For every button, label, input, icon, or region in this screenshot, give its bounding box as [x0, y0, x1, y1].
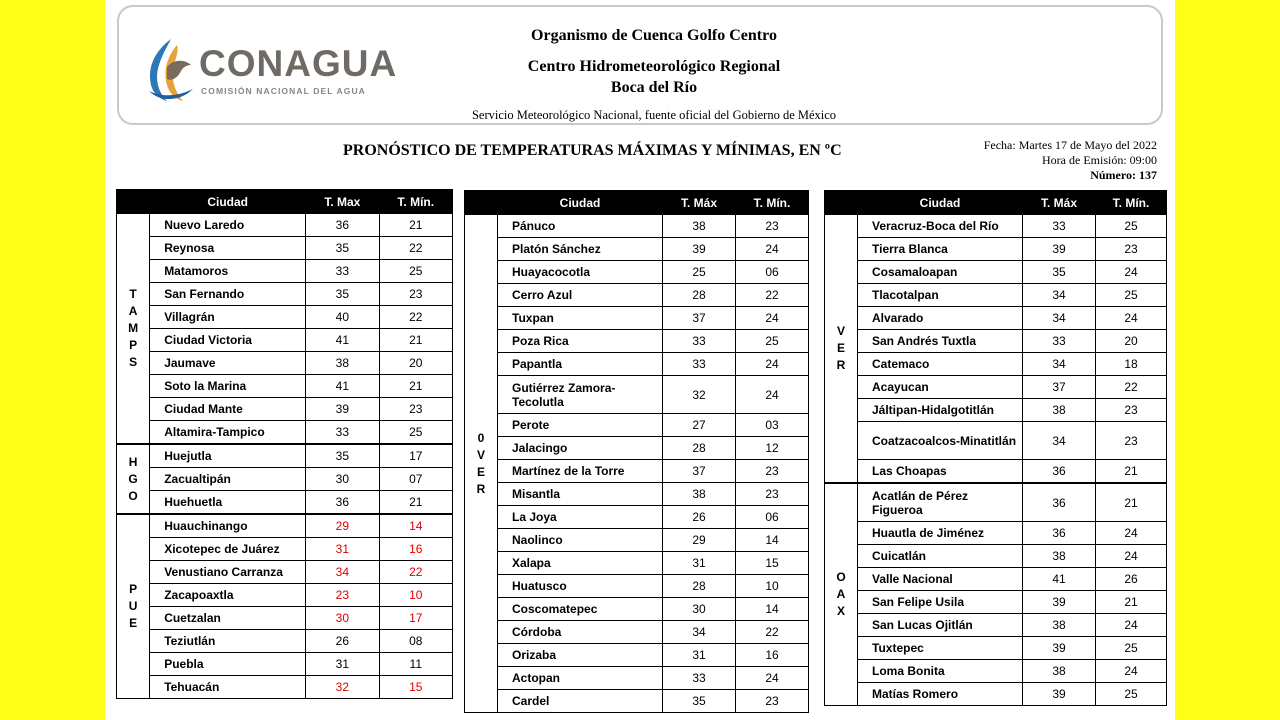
city-name: Matamoros — [150, 260, 306, 283]
tmax-value: 41 — [306, 375, 379, 398]
conagua-logo — [141, 35, 411, 105]
tmin-value: 25 — [1096, 284, 1167, 307]
city-name: Huehuetla — [150, 491, 306, 515]
service-line: Servicio Meteorológico Nacional, fuente oficial del Gobierno de México — [471, 108, 837, 122]
table-row — [117, 375, 453, 398]
city-name: Las Choapas — [858, 460, 1023, 484]
tmin-header: T. Mín. — [379, 190, 452, 214]
table-row — [117, 491, 453, 515]
tmin-value: 15 — [736, 552, 809, 575]
tmin-value: 22 — [736, 284, 809, 307]
tmax-value: 34 — [306, 561, 379, 584]
city-name: Ciudad Victoria — [150, 329, 306, 352]
logo-wordmark: CONAGUA — [199, 43, 398, 84]
header-box — [117, 5, 1163, 125]
tmin-value: 21 — [379, 375, 452, 398]
table-header-row — [117, 190, 453, 214]
city-name: Jalacingo — [498, 437, 663, 460]
state-label: T A M P S — [117, 214, 150, 445]
tmin-value: 24 — [736, 376, 809, 414]
city-name: Tuxpan — [498, 307, 663, 330]
tmin-value: 22 — [379, 237, 452, 260]
tmin-value: 20 — [1096, 330, 1167, 353]
tmin-value: 24 — [1096, 307, 1167, 330]
state-label: P U E — [117, 514, 150, 699]
city-name: Córdoba — [498, 621, 663, 644]
city-name: Cosamaloapan — [858, 261, 1023, 284]
tmin-value: 26 — [1096, 568, 1167, 591]
tmax-value: 38 — [1023, 660, 1096, 683]
city-name: Altamira-Tampico — [150, 421, 306, 445]
tmin-value: 10 — [736, 575, 809, 598]
tmax-value: 37 — [1023, 376, 1096, 399]
issue-date: Fecha: Martes 17 de Mayo del 2022 — [983, 138, 1157, 152]
table-row — [117, 676, 453, 699]
table-row — [825, 353, 1167, 376]
tmin-value: 21 — [1096, 460, 1167, 484]
tmin-value: 21 — [1096, 591, 1167, 614]
tmax-value: 33 — [306, 260, 379, 283]
tmin-value: 14 — [379, 514, 452, 538]
city-name: La Joya — [498, 506, 663, 529]
tmax-value: 39 — [1023, 683, 1096, 706]
tmax-value: 26 — [306, 630, 379, 653]
city-name: Coscomatepec — [498, 598, 663, 621]
tmax-value: 35 — [306, 283, 379, 306]
issue-meta — [984, 138, 1157, 183]
tmax-value: 33 — [663, 667, 736, 690]
table-row — [465, 215, 809, 238]
tmin-value: 23 — [736, 483, 809, 506]
table-row — [465, 690, 809, 713]
city-name: Alvarado — [858, 307, 1023, 330]
tmin-value: 22 — [736, 621, 809, 644]
logo-subtitle: COMISIÓN NACIONAL DEL AGUA — [201, 86, 366, 96]
tmax-value: 31 — [306, 538, 379, 561]
tmax-value: 34 — [663, 621, 736, 644]
tmax-value: 31 — [663, 552, 736, 575]
table-header-row — [465, 191, 809, 215]
table-row — [465, 414, 809, 437]
tmax-value: 39 — [1023, 238, 1096, 261]
tmax-value: 23 — [306, 584, 379, 607]
city-name: Xicotepec de Juárez — [150, 538, 306, 561]
table-row — [465, 284, 809, 307]
tmin-value: 07 — [379, 468, 452, 491]
table-row — [117, 630, 453, 653]
forecast-table-1 — [116, 189, 453, 699]
table-row — [117, 584, 453, 607]
tmin-value: 24 — [1096, 522, 1167, 545]
tmin-value: 22 — [379, 561, 452, 584]
tmax-value: 33 — [663, 330, 736, 353]
table-row — [465, 307, 809, 330]
tmax-value: 30 — [306, 468, 379, 491]
city-name: Huayacocotla — [498, 261, 663, 284]
tmin-value: 24 — [1096, 614, 1167, 637]
tmax-value: 26 — [663, 506, 736, 529]
table-row — [825, 215, 1167, 238]
tmin-value: 06 — [736, 506, 809, 529]
tmax-value: 36 — [1023, 460, 1096, 484]
table-row — [825, 422, 1167, 460]
state-header — [117, 190, 150, 214]
tmin-value: 25 — [379, 260, 452, 283]
tmin-value: 06 — [736, 261, 809, 284]
tmin-header: T. Mín. — [736, 191, 809, 215]
table-row — [825, 660, 1167, 683]
city-name: Actopan — [498, 667, 663, 690]
city-name: Huauchinango — [150, 514, 306, 538]
state-label: V E R — [825, 215, 858, 484]
city-name: Perote — [498, 414, 663, 437]
table-row — [825, 568, 1167, 591]
tmax-header: T. Máx — [1023, 191, 1096, 215]
city-name: Platón Sánchez — [498, 238, 663, 261]
tmin-value: 22 — [379, 306, 452, 329]
tmax-value: 27 — [663, 414, 736, 437]
tmax-value: 28 — [663, 284, 736, 307]
tmax-value: 38 — [663, 483, 736, 506]
tmin-value: 25 — [1096, 215, 1167, 238]
tmin-value: 21 — [1096, 483, 1167, 522]
tmin-value: 20 — [379, 352, 452, 375]
tmax-value: 35 — [306, 444, 379, 468]
table-row — [465, 506, 809, 529]
tmax-value: 34 — [1023, 307, 1096, 330]
tmin-value: 23 — [379, 283, 452, 306]
city-name: Misantla — [498, 483, 663, 506]
table-row — [825, 545, 1167, 568]
table-row — [465, 353, 809, 376]
tmax-value: 37 — [663, 307, 736, 330]
table-row — [117, 468, 453, 491]
table-row — [117, 214, 453, 237]
city-name: Tlacotalpan — [858, 284, 1023, 307]
city-name: Reynosa — [150, 237, 306, 260]
tmin-value: 24 — [736, 238, 809, 261]
table-row — [465, 483, 809, 506]
table-row — [465, 598, 809, 621]
table-row — [825, 261, 1167, 284]
tmin-value: 16 — [379, 538, 452, 561]
tmin-value: 23 — [379, 398, 452, 421]
center-name: Centro Hidrometeorológico Regional — [527, 58, 781, 75]
city-name: Huatusco — [498, 575, 663, 598]
city-name: Teziutlán — [150, 630, 306, 653]
page-title: PRONÓSTICO DE TEMPERATURAS MÁXIMAS Y MÍNIMAS, EN ºC — [343, 142, 842, 159]
table-row — [825, 376, 1167, 399]
tmin-value: 23 — [736, 215, 809, 238]
tmin-value: 24 — [1096, 261, 1167, 284]
city-name: Pánuco — [498, 215, 663, 238]
table-row — [465, 621, 809, 644]
city-name: Zacualtipán — [150, 468, 306, 491]
city-name: San Fernando — [150, 283, 306, 306]
city-name: Tuxtepec — [858, 637, 1023, 660]
city-name: Poza Rica — [498, 330, 663, 353]
table-row — [465, 376, 809, 414]
state-header — [465, 191, 498, 215]
table-header-row — [825, 191, 1167, 215]
tmin-value: 24 — [736, 353, 809, 376]
table-row — [465, 330, 809, 353]
table-row — [825, 284, 1167, 307]
city-header: Ciudad — [150, 190, 306, 214]
city-name: San Lucas Ojitlán — [858, 614, 1023, 637]
tmax-value: 38 — [1023, 545, 1096, 568]
tmax-value: 39 — [1023, 637, 1096, 660]
tmin-value: 16 — [736, 644, 809, 667]
tmax-value: 41 — [1023, 568, 1096, 591]
table-row — [825, 683, 1167, 706]
table-row — [465, 261, 809, 284]
city-name: Ciudad Mante — [150, 398, 306, 421]
table-row — [825, 399, 1167, 422]
tmax-value: 36 — [1023, 483, 1096, 522]
tmax-value: 29 — [663, 529, 736, 552]
tmin-value: 21 — [379, 329, 452, 352]
tmin-value: 14 — [736, 598, 809, 621]
table-row — [117, 306, 453, 329]
tmax-value: 33 — [306, 421, 379, 445]
tmax-value: 38 — [1023, 614, 1096, 637]
city-name: Valle Nacional — [858, 568, 1023, 591]
city-name: Papantla — [498, 353, 663, 376]
tmax-value: 36 — [1023, 522, 1096, 545]
city-name: Xalapa — [498, 552, 663, 575]
tmin-value: 24 — [736, 307, 809, 330]
tmin-value: 25 — [1096, 637, 1167, 660]
table-row — [465, 238, 809, 261]
tmax-value: 33 — [1023, 215, 1096, 238]
city-name: Coatzacoalcos-Minatitlán — [858, 422, 1023, 460]
city-name: Catemaco — [858, 353, 1023, 376]
tmax-value: 39 — [663, 238, 736, 261]
city-name: Cardel — [498, 690, 663, 713]
state-header — [825, 191, 858, 215]
tmax-header: T. Max — [306, 190, 379, 214]
tmin-value: 24 — [736, 667, 809, 690]
city-name: Cerro Azul — [498, 284, 663, 307]
tmax-value: 41 — [306, 329, 379, 352]
city-name: San Andrés Tuxtla — [858, 330, 1023, 353]
table-row — [825, 460, 1167, 484]
tmax-value: 30 — [663, 598, 736, 621]
tmin-value: 03 — [736, 414, 809, 437]
tmax-value: 28 — [663, 437, 736, 460]
city-name: Acayucan — [858, 376, 1023, 399]
table-row — [117, 421, 453, 445]
tmax-value: 38 — [663, 215, 736, 238]
city-name: Soto la Marina — [150, 375, 306, 398]
city-name: San Felipe Usila — [858, 591, 1023, 614]
tmin-value: 15 — [379, 676, 452, 699]
tmin-value: 23 — [1096, 422, 1167, 460]
tmin-value: 08 — [379, 630, 452, 653]
tmin-value: 23 — [736, 460, 809, 483]
table-row — [825, 614, 1167, 637]
city-name: Villagrán — [150, 306, 306, 329]
tmax-value: 35 — [1023, 261, 1096, 284]
state-label: H G O — [117, 444, 150, 514]
table-row — [117, 653, 453, 676]
state-label: 0 V E R — [465, 215, 498, 713]
issue-time: Hora de Emisión: 09:00 — [1042, 153, 1157, 167]
city-name: Venustiano Carranza — [150, 561, 306, 584]
city-name: Jáltipan-Hidalgotitlán — [858, 399, 1023, 422]
table-row — [465, 644, 809, 667]
tmin-value: 21 — [379, 491, 452, 515]
city-name: Acatlán de Pérez Figueroa — [858, 483, 1023, 522]
tmax-value: 25 — [663, 261, 736, 284]
tmin-value: 11 — [379, 653, 452, 676]
tmin-value: 18 — [1096, 353, 1167, 376]
table-row — [117, 237, 453, 260]
table-row — [825, 238, 1167, 261]
tmax-value: 35 — [306, 237, 379, 260]
tmax-value: 38 — [1023, 399, 1096, 422]
table-row — [117, 329, 453, 352]
tmax-header: T. Máx — [663, 191, 736, 215]
table-row — [825, 483, 1167, 522]
tmin-value: 25 — [379, 421, 452, 445]
city-name: Puebla — [150, 653, 306, 676]
city-name: Huejutla — [150, 444, 306, 468]
city-header: Ciudad — [858, 191, 1023, 215]
tmax-value: 32 — [663, 376, 736, 414]
tmin-value: 23 — [1096, 399, 1167, 422]
city-name: Martínez de la Torre — [498, 460, 663, 483]
conagua-emblem-icon — [141, 35, 197, 105]
tmax-value: 36 — [306, 214, 379, 237]
tmax-value: 29 — [306, 514, 379, 538]
tmin-value: 12 — [736, 437, 809, 460]
city-name: Orizaba — [498, 644, 663, 667]
table-row — [117, 352, 453, 375]
city-name: Matías Romero — [858, 683, 1023, 706]
table-row — [825, 307, 1167, 330]
table-row — [117, 444, 453, 468]
tmax-value: 34 — [1023, 422, 1096, 460]
tmax-value: 32 — [306, 676, 379, 699]
tmin-value: 23 — [736, 690, 809, 713]
organization-name: Organismo de Cuenca Golfo Centro — [531, 27, 777, 44]
tmax-value: 30 — [306, 607, 379, 630]
city-name: Jaumave — [150, 352, 306, 375]
tmin-value: 24 — [1096, 545, 1167, 568]
tmin-value: 25 — [1096, 683, 1167, 706]
tmax-value: 35 — [663, 690, 736, 713]
state-label: O A X — [825, 483, 858, 706]
table-row — [825, 637, 1167, 660]
city-name: Nuevo Laredo — [150, 214, 306, 237]
tmax-value: 39 — [306, 398, 379, 421]
tmax-value: 37 — [663, 460, 736, 483]
table-row — [465, 529, 809, 552]
city-name: Zacapoaxtla — [150, 584, 306, 607]
tmax-value: 34 — [1023, 284, 1096, 307]
city-name: Cuetzalan — [150, 607, 306, 630]
tmin-value: 22 — [1096, 376, 1167, 399]
tmin-value: 23 — [1096, 238, 1167, 261]
table-row — [825, 522, 1167, 545]
tmax-value: 34 — [1023, 353, 1096, 376]
tmin-value: 21 — [379, 214, 452, 237]
table-row — [825, 591, 1167, 614]
table-row — [117, 398, 453, 421]
table-row — [465, 575, 809, 598]
city-name: Cuicatlán — [858, 545, 1023, 568]
city-header: Ciudad — [498, 191, 663, 215]
table-row — [465, 437, 809, 460]
tmin-value: 17 — [379, 607, 452, 630]
center-city: Boca del Río — [610, 79, 698, 96]
table-row — [465, 460, 809, 483]
tmin-value: 10 — [379, 584, 452, 607]
table-row — [117, 538, 453, 561]
tmax-value: 31 — [306, 653, 379, 676]
tmax-value: 28 — [663, 575, 736, 598]
tmin-value: 25 — [736, 330, 809, 353]
tmax-value: 40 — [306, 306, 379, 329]
table-row — [117, 514, 453, 538]
tmax-value: 31 — [663, 644, 736, 667]
tmax-value: 33 — [1023, 330, 1096, 353]
table-row — [117, 561, 453, 584]
forecast-document — [105, 0, 1175, 720]
table-row — [117, 260, 453, 283]
tmax-value: 33 — [663, 353, 736, 376]
tmin-value: 24 — [1096, 660, 1167, 683]
city-name: Huautla de Jiménez — [858, 522, 1023, 545]
table-row — [117, 607, 453, 630]
city-name: Tehuacán — [150, 676, 306, 699]
city-name: Tierra Blanca — [858, 238, 1023, 261]
tmax-value: 36 — [306, 491, 379, 515]
city-name: Naolinco — [498, 529, 663, 552]
table-row — [825, 330, 1167, 353]
tmax-value: 39 — [1023, 591, 1096, 614]
forecast-table-3 — [824, 190, 1167, 706]
tmin-value: 17 — [379, 444, 452, 468]
tmin-header: T. Mín. — [1096, 191, 1167, 215]
table-row — [117, 283, 453, 306]
city-name: Veracruz-Boca del Río — [858, 215, 1023, 238]
tmax-value: 38 — [306, 352, 379, 375]
forecast-table-2 — [464, 190, 809, 713]
tmin-value: 14 — [736, 529, 809, 552]
table-row — [465, 552, 809, 575]
table-row — [465, 667, 809, 690]
city-name: Loma Bonita — [858, 660, 1023, 683]
city-name: Gutiérrez Zamora-Tecolutla — [498, 376, 663, 414]
issue-number: Número: 137 — [1090, 168, 1157, 182]
